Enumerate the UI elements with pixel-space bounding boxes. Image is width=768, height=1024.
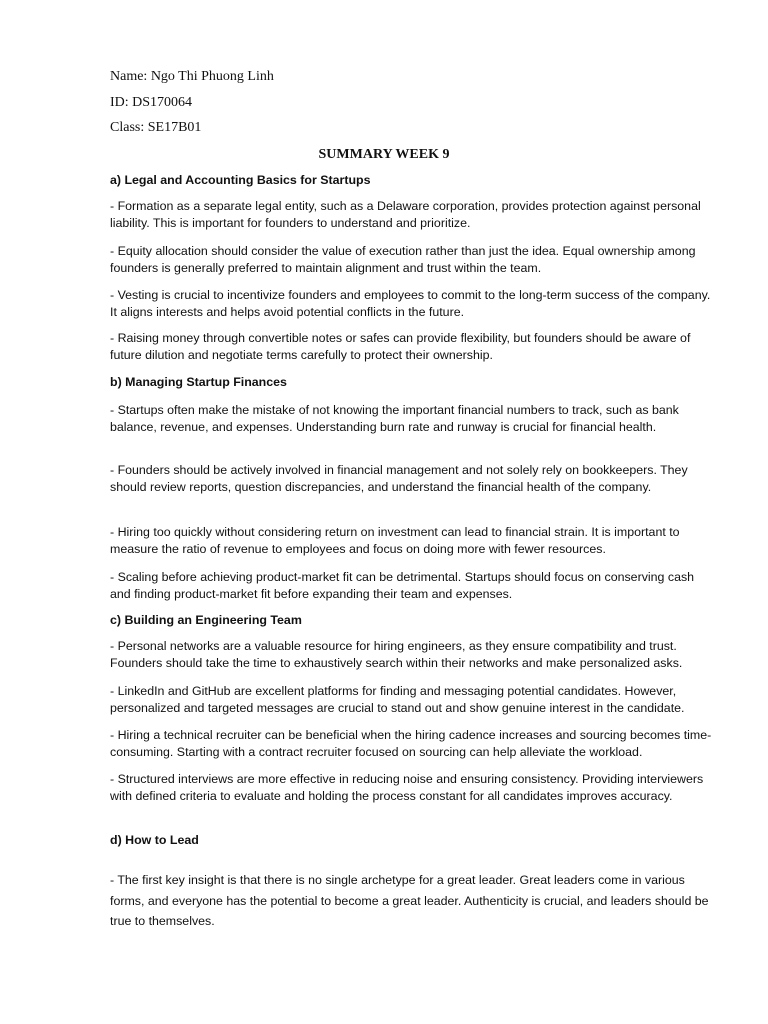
paragraph-equity-allocation: - Equity allocation should consider the value of execution rather than just the idea. Equal ownership among founders is generally preferred to maintain alignment and trust within the team.: [110, 244, 696, 276]
paragraph-personal-networks: - Personal networks are a valuable resource for hiring engineers, as they ensure compatibility and trust. Founders should take the time to exhaustively search within their networks and make personalized asks.: [110, 639, 683, 671]
paragraph-financial-management: - Founders should be actively involved in financial management and not solely rely on bookkeepers. They should review reports, question discrepancies, and understand the financial health of the company.: [110, 463, 688, 495]
paragraph-structured-interviews: - Structured interviews are more effective in reducing noise and ensuring consistency. Providing interviewers with defined criteria to evaluate and holding the process constant for all candidates improves accuracy.: [110, 772, 704, 804]
paragraph-hiring-too-quickly: - Hiring too quickly without considering return on investment can lead to financial strain. It is important to measure the ratio of revenue to employees and focus on doing more with fewer resources.: [110, 525, 680, 557]
student-class: Class: SE17B01: [110, 120, 202, 135]
paragraph-raising-money: - Raising money through convertible notes or safes can provide flexibility, but founders should be aware of future dilution and negotiate terms carefully to protect their ownership.: [110, 331, 691, 363]
student-name: Name: Ngo Thi Phuong Linh: [110, 69, 274, 84]
section-heading-engineering-team: c) Building an Engineering Team: [110, 613, 302, 627]
paragraph-legal-entity: - Formation as a separate legal entity, such as a Delaware corporation, provides protection against personal liability. This is important for founders to understand and prioritize.: [110, 199, 701, 231]
paragraph-vesting: - Vesting is crucial to incentivize founders and employees to commit to the long-term success of the company. It aligns interests and helps avoid potential conflicts in the future.: [110, 288, 711, 320]
student-id: ID: DS170064: [110, 95, 193, 110]
section-heading-how-to-lead: d) How to Lead: [110, 833, 199, 847]
paragraph-scaling: - Scaling before achieving product-market fit can be detrimental. Startups should focus on conserving cash and finding product-market fit before expanding their team and expenses.: [110, 570, 695, 602]
paragraph-leadership-archetype: - The first key insight is that there is no single archetype for a great leader. Great leaders come in various forms, and everyone has the potential to become a great leader. Authenticity is crucial, and leaders should be true to themselves.: [110, 873, 709, 928]
section-heading-finances: b) Managing Startup Finances: [110, 375, 287, 389]
paragraph-financial-numbers: - Startups often make the mistake of not knowing the important financial numbers to track, such as bank balance, revenue, and expenses. Understanding burn rate and runway is crucial for financial health.: [110, 403, 679, 435]
paragraph-linkedin-github: - LinkedIn and GitHub are excellent platforms for finding and messaging potential candidates. However, personalized and targeted messages are crucial to stand out and show genuine interest in the candidate.: [110, 684, 685, 716]
section-heading-legal-accounting: a) Legal and Accounting Basics for Startups: [110, 173, 371, 187]
paragraph-technical-recruiter: - Hiring a technical recruiter can be beneficial when the hiring cadence increases and sourcing becomes time-consuming. Starting with a contract recruiter focused on sourcing can help alleviate the workload.: [110, 728, 712, 760]
document-title: SUMMARY WEEK 9: [318, 147, 450, 162]
